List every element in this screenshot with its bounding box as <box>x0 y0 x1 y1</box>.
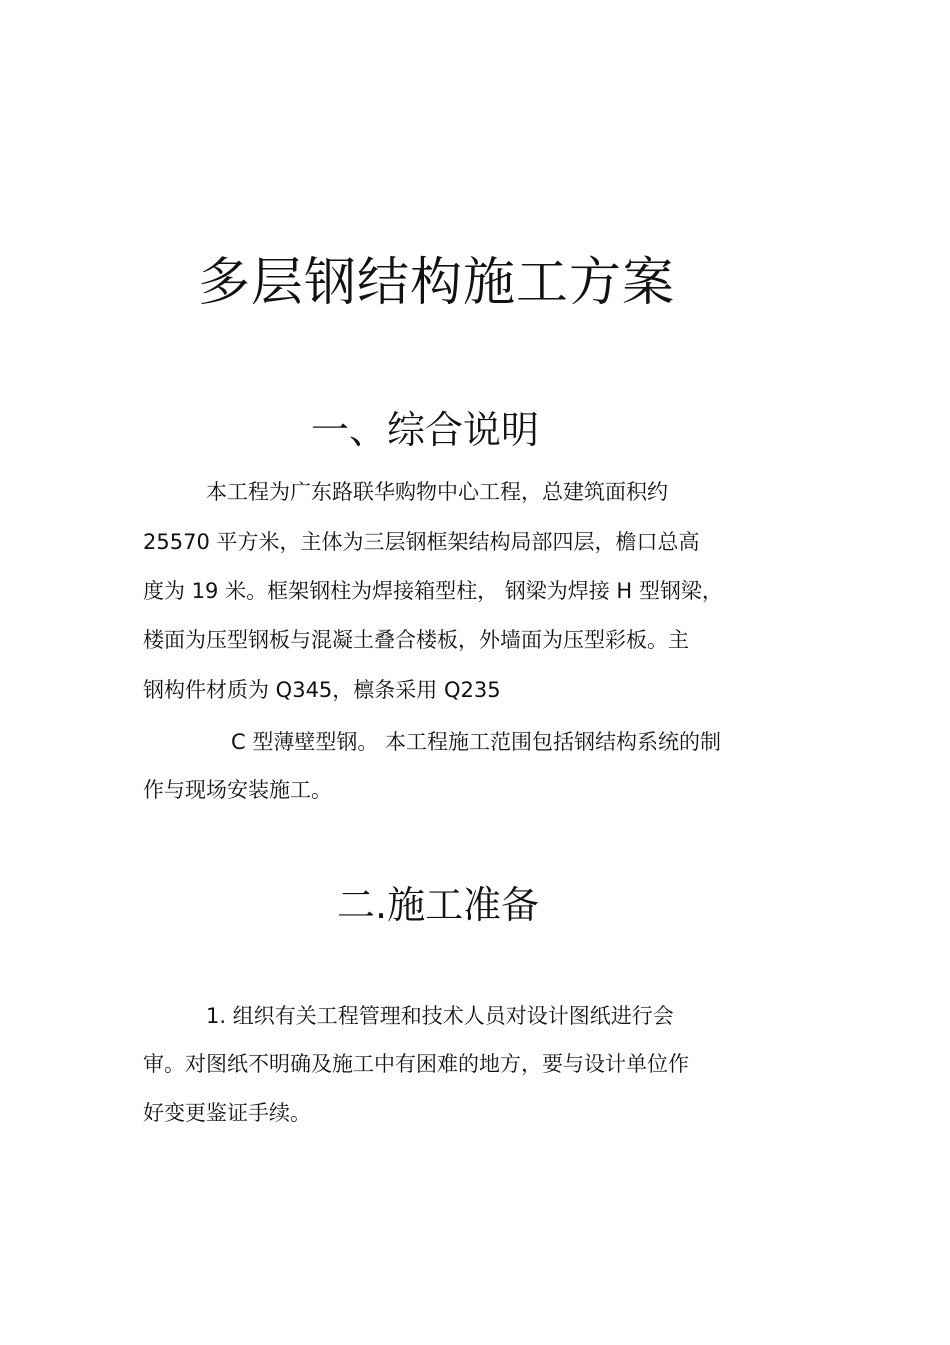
paragraph-line: 钢构件材质为 Q345，檩条采用 Q235 <box>143 678 501 702</box>
paragraph-line: 作与现场安装施工。 <box>143 778 332 802</box>
paragraph-line: 1. 组织有关工程管理和技术人员对设计图纸进行会 <box>206 1004 674 1028</box>
paragraph-line: 楼面为压型钢板与混凝土叠合楼板，外墙面为压型彩板。主 <box>143 628 689 652</box>
section-heading-preparation: 二.施工准备 <box>337 883 540 927</box>
paragraph-line: 好变更鉴证手续。 <box>143 1101 311 1125</box>
paragraph-line: 审。对图纸不明确及施工中有困难的地方，要与设计单位作 <box>143 1052 689 1076</box>
section-heading-general: 一、综合说明 <box>311 408 540 452</box>
paragraph-line: C 型薄壁型钢。 本工程施工范围包括钢结构系统的制 <box>231 730 722 754</box>
paragraph-line: 25570 平方米，主体为三层钢框架结构局部四层，檐口总高 <box>143 530 700 554</box>
paragraph-line: 本工程为广东路联华购物中心工程，总建筑面积约 <box>206 480 668 504</box>
paragraph-line: 度为 19 米。框架钢柱为焊接箱型柱， 钢梁为焊接 H 型钢梁， <box>143 579 723 603</box>
document-title: 多层钢结构施工方案 <box>198 253 676 313</box>
